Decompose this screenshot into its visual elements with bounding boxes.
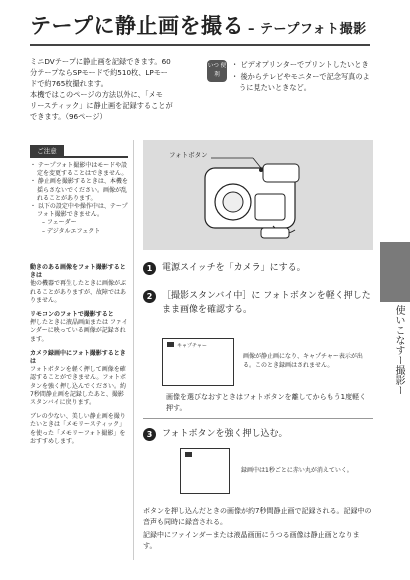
- camera-illustration: [143, 140, 373, 250]
- intro-line: 分テープならSPモードで約510枚、LPモー: [30, 68, 168, 77]
- bullet-item: ・ ビデオプリンターでプリントしたいとき: [231, 60, 369, 69]
- step-1-number: 1: [143, 262, 156, 275]
- photo-button-label: フォトボタン: [169, 151, 208, 159]
- intro-line: ドで約765枚撮れます。: [30, 79, 108, 88]
- notes-label: ご注意: [30, 145, 64, 158]
- intro-line: リースティック」に静止画を記録することが: [30, 101, 173, 110]
- step-2-note: 画像を選びなおすときはフォトボタンを離してからもう1度軽く押す。: [166, 393, 367, 412]
- step-rule: [143, 418, 373, 419]
- notes-list: [30, 162, 128, 236]
- lcd-capture-label: キャプチャー: [177, 343, 207, 349]
- step-1-text: 電源スイッチを「カメラ」にする。: [162, 263, 306, 273]
- usage-bullets: [231, 59, 376, 94]
- step-3-number: 3: [143, 428, 156, 441]
- tip-body: 他の機器で再生したときに画像がぶれることがありますが、故障ではありません。: [30, 280, 127, 304]
- page-title: [30, 10, 367, 40]
- title-rule: [30, 44, 370, 46]
- bullet-item: ・ 後からテレビやモニターで記念写真のように見たいときなど。: [231, 72, 370, 92]
- tips-column: [30, 264, 128, 452]
- intro-line: できます。（96ページ）: [30, 112, 107, 121]
- tip-section: [30, 264, 128, 305]
- step-3-text: フォトボタンを強く押し込む。: [162, 429, 288, 439]
- tip-heading: カメラ録画中にフォト撮影するときは: [30, 349, 126, 366]
- tip-section: [30, 311, 128, 344]
- intro-text: [30, 56, 198, 122]
- note-item: ・ 以下の設定中や操作中は、テープフォト撮影できません。: [30, 203, 128, 219]
- tip-body: フォトボタンを軽く押して画像を確認することができません。フォトボタンを強く押し込んでください。約7秒間静止画を記録したあと、撮影スタンバイに戻ります。: [30, 366, 127, 407]
- step-3-note-2: 記録中にファインダーまたは液晶画面にうつる画像は静止画となります。: [143, 531, 360, 550]
- section-tab-label: 使いこなすー撮影ー: [393, 305, 404, 395]
- tip-heading: 動きのある画像をフォト撮影するときは: [30, 264, 126, 280]
- lcd-recording-caption: 録画中は1秒ごとに赤い丸が消えていく。: [241, 467, 353, 474]
- lcd-capture-caption: 画像が静止画になり、キャプチャー表示が出る。このとき録画はされません。: [243, 353, 363, 369]
- tip-heading: リモコンのフォトで撮影すると: [30, 311, 114, 319]
- lcd-recording-screen: [180, 448, 230, 494]
- photo-icon: [185, 452, 192, 457]
- tip-body: ブレの少ない、美しい静止画を撮りたいときは「メモリースティック」を使った「メモリーフォト撮影」をおすすめします。: [30, 413, 126, 445]
- tip-section: [30, 413, 128, 446]
- photo-icon: [167, 342, 174, 347]
- section-tab: [380, 242, 410, 302]
- intro-line: 本機ではこのページの方法以外に、「メモ: [30, 90, 163, 99]
- title-main: テープに静止画を撮る: [30, 14, 244, 38]
- note-item: ・ 静止画を撮影するときは、本機を揺らさないでください。画像が乱れることがあります。: [30, 178, 128, 202]
- tip-section: [30, 350, 128, 407]
- tip-body: 押したときに液晶画面または ファインダーに映っている画像が記録されます。: [30, 319, 128, 343]
- note-dash: – フェーダー: [42, 219, 77, 227]
- column-divider: [133, 140, 134, 560]
- step-2-number: 2: [143, 290, 156, 303]
- intro-line: ミニDVテープに静止画を記録できます。60: [30, 57, 171, 66]
- title-sub: – テープフォト撮影: [247, 22, 367, 37]
- step-2-text: ［撮影スタンバイ中］に フォトボタンを軽く押したまま画像を確認する。: [162, 291, 371, 315]
- note-dash: – デジタルエフェクト: [42, 227, 101, 235]
- note-item: ・ テープフォト撮影中はモードや設定を変更することはできません。: [30, 162, 128, 178]
- usage-badge: いつ 便利: [207, 60, 227, 82]
- lcd-capture-screen: [162, 338, 234, 386]
- notes-rule: [30, 156, 128, 158]
- step-3-note: ボタンを押し込んだときの画像が約7秒間静止画で記録される。記録中の音声も同時に録音される。: [143, 507, 372, 526]
